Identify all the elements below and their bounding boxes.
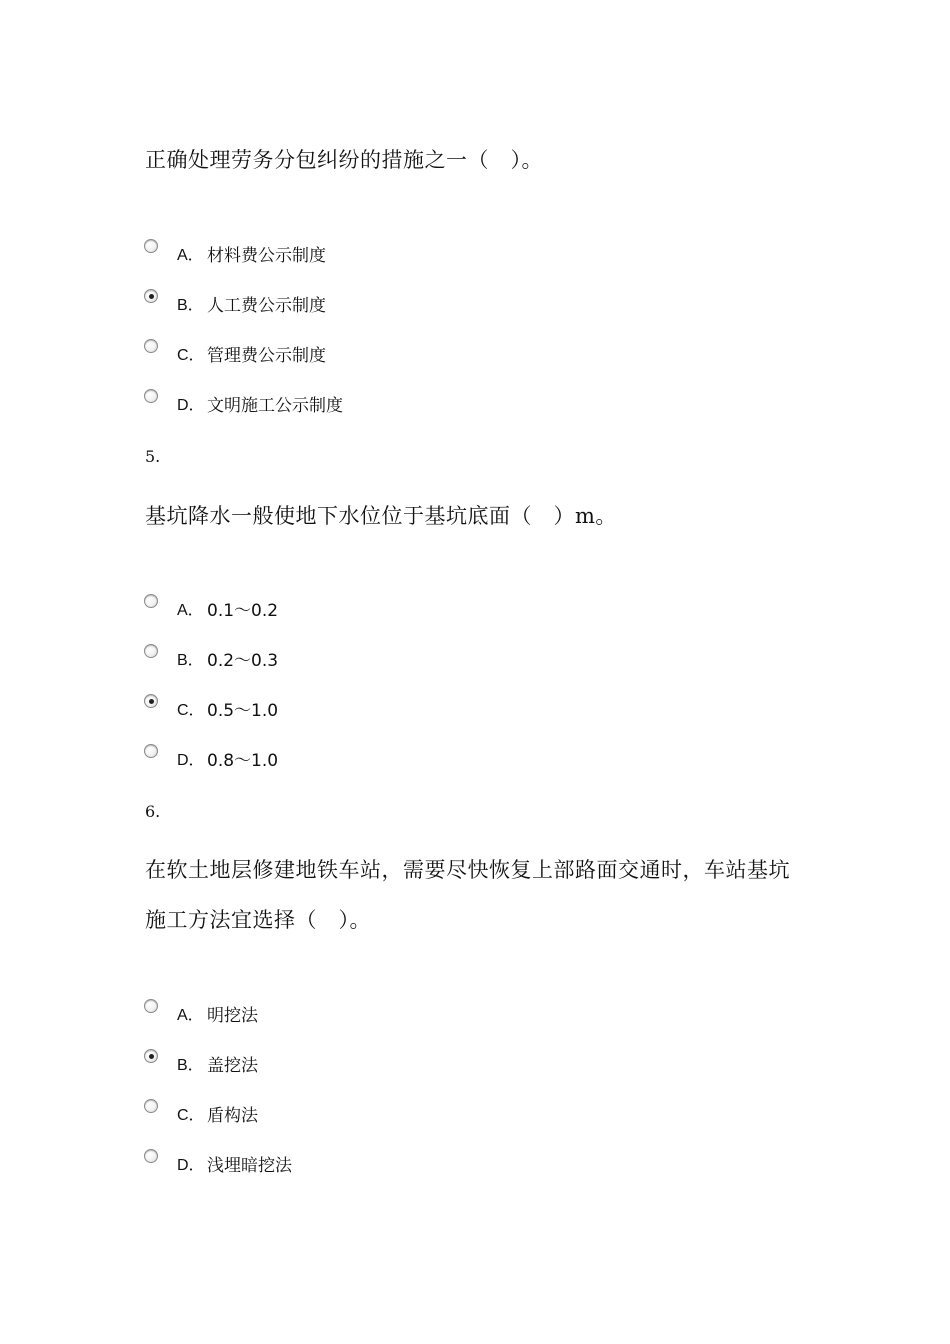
option-row[interactable] [144, 595, 278, 621]
option-letter: A． [177, 601, 204, 619]
option-letter: A． [177, 246, 204, 264]
option-letter: B． [177, 296, 204, 314]
option-row[interactable] [144, 1150, 292, 1176]
radio-button[interactable] [144, 594, 158, 608]
option-row[interactable] [144, 1000, 258, 1026]
radio-button[interactable] [144, 644, 158, 658]
question-text: 基坑降水一般使地下水位位于基坑底面（ ）m。 [145, 504, 617, 528]
option-letter: C． [177, 1106, 205, 1124]
question-number: 5. [145, 447, 161, 466]
option-row[interactable] [144, 240, 326, 266]
option-letter: D． [177, 1156, 205, 1174]
option-label: 盖挖法 [207, 1055, 258, 1076]
option-row[interactable] [144, 745, 278, 771]
option-letter: D． [177, 751, 205, 769]
option-letter: C． [177, 701, 205, 719]
radio-button-selected[interactable] [144, 1049, 158, 1063]
question-text: 在软土地层修建地铁车站，需要尽快恢复上部路面交通时，车站基坑 [145, 858, 790, 882]
option-label: 人工费公示制度 [207, 295, 326, 316]
option-row[interactable] [144, 290, 326, 316]
option-label: 明挖法 [207, 1005, 258, 1026]
option-letter: D． [177, 396, 205, 414]
radio-button[interactable] [144, 1099, 158, 1113]
option-letter: B． [177, 1056, 204, 1074]
option-row[interactable] [144, 1100, 258, 1126]
radio-button[interactable] [144, 999, 158, 1013]
radio-button-selected[interactable] [144, 694, 158, 708]
option-letter: C． [177, 346, 205, 364]
option-row[interactable] [144, 340, 326, 366]
option-label: 材料费公示制度 [207, 245, 326, 266]
option-letter: B． [177, 651, 204, 669]
option-row[interactable] [144, 390, 343, 416]
option-label: 0.1～0.2 [207, 600, 279, 621]
radio-button[interactable] [144, 389, 158, 403]
option-row[interactable] [144, 1050, 258, 1076]
option-label: 盾构法 [207, 1105, 258, 1126]
option-label: 0.5～1.0 [207, 700, 279, 721]
option-label: 0.2～0.3 [207, 650, 279, 671]
radio-button[interactable] [144, 339, 158, 353]
option-label: 0.8～1.0 [207, 750, 279, 771]
radio-button[interactable] [144, 1149, 158, 1163]
question-text-continued: 施工方法宜选择（ ）。 [145, 908, 371, 932]
option-row[interactable] [144, 695, 278, 721]
question-number: 6. [145, 802, 161, 821]
option-label: 管理费公示制度 [207, 345, 326, 366]
option-letter: A． [177, 1006, 204, 1024]
radio-button[interactable] [144, 239, 158, 253]
option-label: 文明施工公示制度 [207, 395, 343, 416]
radio-button-selected[interactable] [144, 289, 158, 303]
option-label: 浅埋暗挖法 [207, 1155, 292, 1176]
radio-button[interactable] [144, 744, 158, 758]
question-text: 正确处理劳务分包纠纷的措施之一（ ）。 [145, 148, 543, 172]
option-row[interactable] [144, 645, 278, 671]
